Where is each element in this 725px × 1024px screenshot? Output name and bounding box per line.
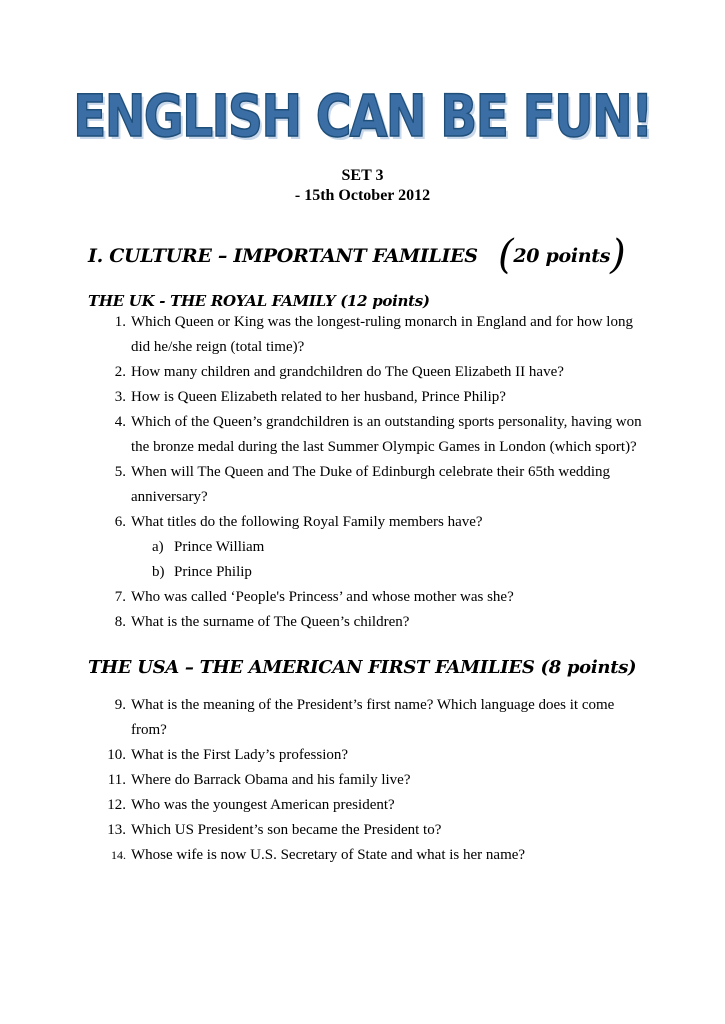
- question-number: 12.: [107, 797, 126, 813]
- question-number: 1.: [114, 314, 126, 330]
- section-points: 20 points: [513, 245, 611, 267]
- question-text: How many children and grandchildren do The Queen Elizabeth II have?: [131, 364, 564, 380]
- set-label: SET 3: [341, 167, 384, 184]
- uk-heading: THE UK - THE ROYAL FAMILY (12 points): [88, 292, 430, 310]
- question-text: Where do Barrack Obama and his family live?: [131, 772, 411, 788]
- sub-item-text: Prince Philip: [174, 564, 252, 580]
- question-number: 7.: [114, 589, 126, 605]
- date-label: - 15th October 2012: [294, 187, 431, 204]
- question-text: did he/she reign (total time)?: [131, 339, 305, 355]
- question-number: 11.: [107, 772, 126, 788]
- sub-item-letter: b): [152, 564, 165, 580]
- question-text: How is Queen Elizabeth related to her husband, Prince Philip?: [131, 389, 506, 405]
- question-text: What titles do the following Royal Family members have?: [131, 514, 483, 530]
- question-text: from?: [131, 722, 167, 738]
- question-text: What is the First Lady’s profession?: [131, 747, 349, 763]
- section-heading-text: I. CULTURE – IMPORTANT FAMILIES: [88, 245, 478, 267]
- question-text: Which Queen or King was the longest-ruling monarch in England and for how long: [131, 314, 633, 330]
- question-number: 8.: [114, 614, 126, 630]
- usa-heading: THE USA – THE AMERICAN FIRST FAMILIES (8 points): [88, 657, 637, 678]
- question-text: Who was the youngest American president?: [131, 797, 395, 813]
- question-text: What is the surname of The Queen’s children?: [131, 614, 410, 630]
- title-banner: [0, 82, 725, 150]
- question-number: 13.: [107, 822, 126, 838]
- section-heading: [88, 232, 625, 278]
- question-number: 4.: [114, 414, 126, 430]
- points-paren-close: ): [610, 232, 626, 278]
- question-number: 6.: [114, 514, 126, 530]
- question-text: When will The Queen and The Duke of Edinburgh celebrate their 65th wedding: [131, 464, 611, 480]
- question-text: What is the meaning of the President’s first name? Which language does it come: [131, 697, 615, 713]
- question-number: 2.: [114, 364, 126, 380]
- question-number: 10.: [107, 747, 126, 763]
- question-text: anniversary?: [131, 489, 208, 505]
- question-number: 3.: [114, 389, 126, 405]
- question-text: Who was called ‘People's Princess’ and whose mother was she?: [131, 589, 514, 605]
- page-title: ENGLISH CAN BE FUN!: [73, 82, 652, 150]
- question-text: Whose wife is now U.S. Secretary of State and what is her name?: [131, 847, 526, 863]
- sub-item-text: Prince William: [174, 539, 265, 555]
- question-text: Which US President’s son became the President to?: [131, 822, 442, 838]
- points-paren-open: (: [498, 232, 514, 278]
- sub-item-letter: a): [152, 539, 164, 555]
- question-number: 5.: [114, 464, 126, 480]
- question-text: Which of the Queen’s grandchildren is an outstanding sports personality, having won: [131, 414, 642, 430]
- question-number: 14.: [111, 848, 126, 862]
- question-text: the bronze medal during the last Summer Olympic Games in London (which sport)?: [131, 439, 637, 455]
- question-number: 9.: [114, 697, 126, 713]
